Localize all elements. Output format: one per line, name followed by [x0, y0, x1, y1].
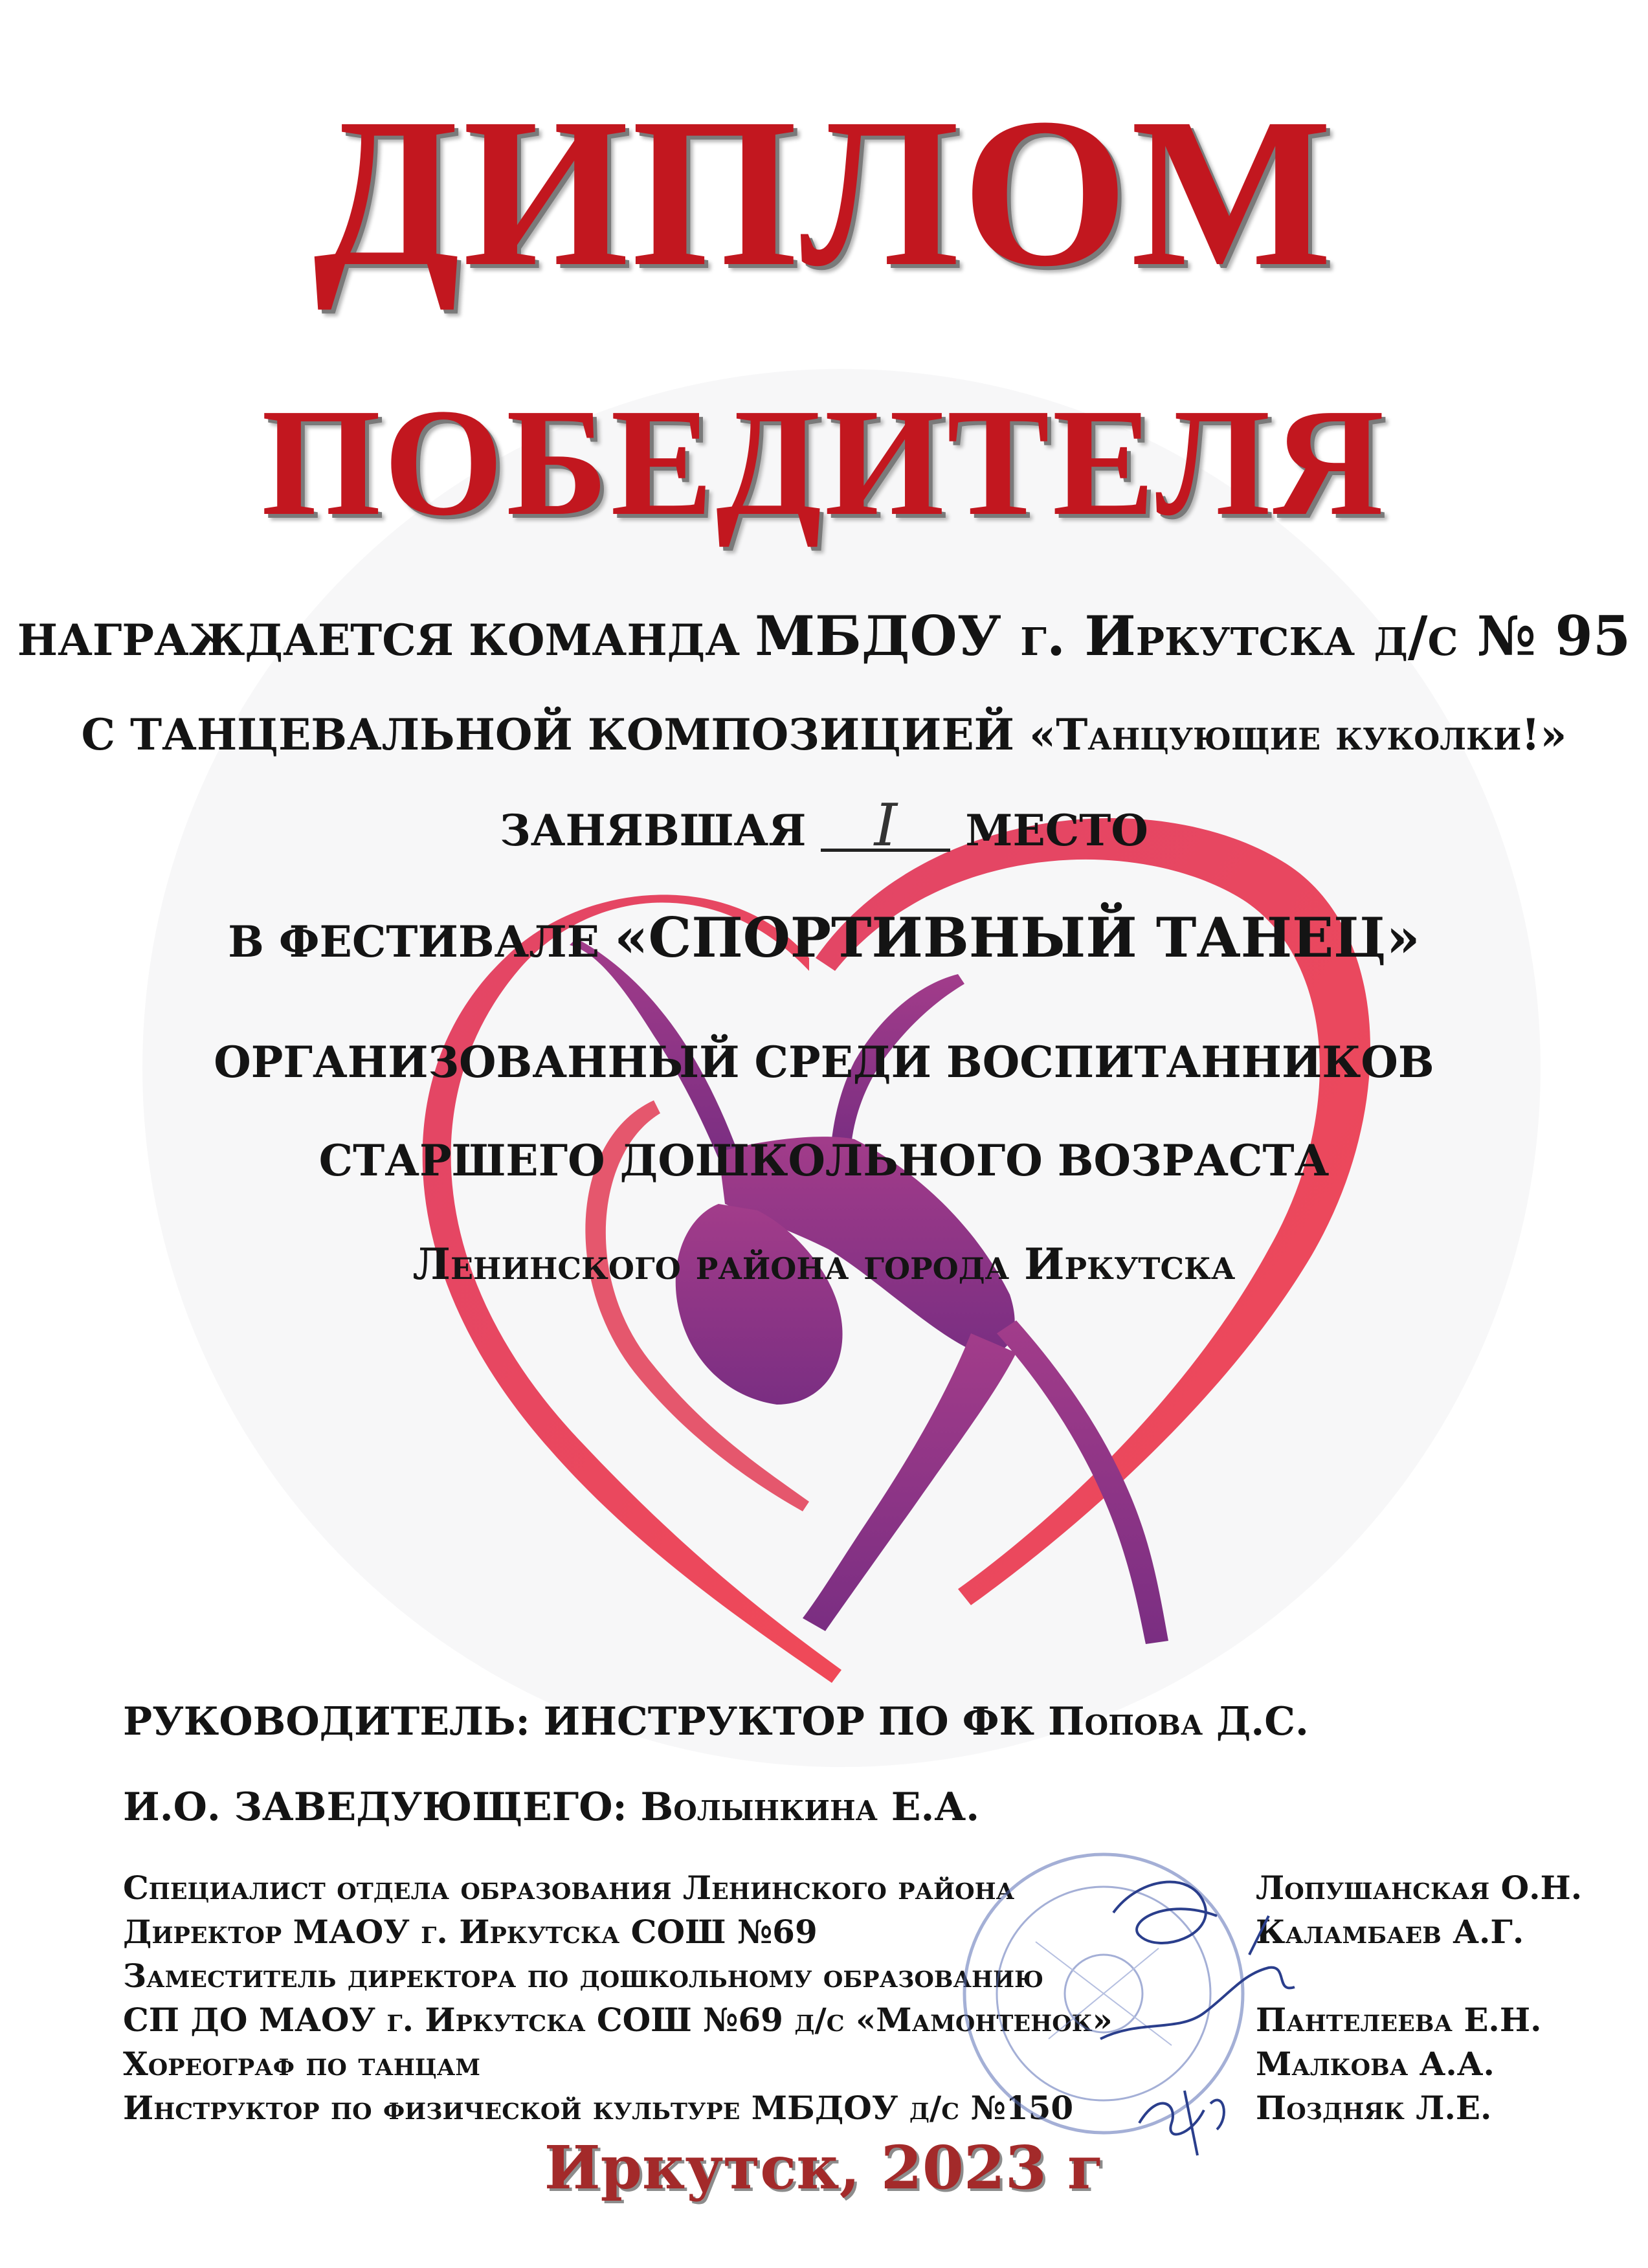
award-prefix: НАГРАЖДАЕТСЯ КОМАНДА	[17, 615, 755, 665]
signatory-name: Пантелеева Е.Н.	[1256, 2001, 1542, 2039]
signatory-role: Специалист отдела образования Ленинского района	[123, 1869, 1015, 1907]
composition-prefix: С ТАНЦЕВАЛЬНОЙ КОМПОЗИЦИЕЙ	[81, 709, 1029, 760]
award-team: МБДОУ г. Иркутска д/с № 95	[755, 604, 1631, 668]
signatory-role: СП ДО МАОУ г. Иркутска СОШ №69 д/с «Мамонтенок»	[123, 2001, 1113, 2039]
acting-head-line: И.О. ЗАВЕДУЮЩЕГО: Волынкина Е.А.	[123, 1784, 980, 1830]
signatory-role: Хореограф по танцам	[123, 2045, 481, 2083]
signature-1	[1113, 1882, 1217, 1943]
organized-line: ОРГАНИЗОВАННЫЙ СРЕДИ ВОСПИТАННИКОВ	[214, 1037, 1434, 1087]
signatory-name: Каламбаев А.Г.	[1256, 1913, 1524, 1951]
signatory-name: Лопушанская О.Н.	[1256, 1869, 1583, 1907]
place-value: I	[821, 803, 950, 852]
signatory-role: Инструктор по физической культуре МБДОУ д/с №150	[123, 2089, 1074, 2127]
diploma-title: ДИПЛОМ	[313, 74, 1335, 311]
signatory-name: Поздняк Л.Е.	[1256, 2089, 1492, 2127]
age-line: СТАРШЕГО ДОШКОЛЬНОГО ВОЗРАСТА	[318, 1135, 1330, 1186]
signatory-role: Заместитель директора по дошкольному образованию	[123, 1957, 1044, 1995]
signature-2	[1100, 1916, 1295, 2039]
festival-name: «СПОРТИВНЫЙ ТАНЕЦ»	[614, 906, 1420, 970]
place-suffix: МЕСТО	[950, 805, 1148, 856]
leader-line: РУКОВОДИТЕЛЬ: ИНСТРУКТОР ПО ФК Попова Д.С.	[123, 1699, 1309, 1744]
signatory-name: Малкова А.А.	[1256, 2045, 1495, 2083]
footer-place-year: Иркутск, 2023 г	[544, 2133, 1104, 2203]
district-line: Ленинского района города Иркутска	[412, 1239, 1236, 1289]
diploma-subtitle: ПОБЕДИТЕЛЯ	[261, 377, 1387, 548]
composition-name: «Танцующие куколки!»	[1029, 709, 1567, 760]
signatory-role: Директор МАОУ г. Иркутска СОШ №69	[123, 1913, 818, 1951]
place-prefix: ЗАНЯВШАЯ	[500, 805, 821, 856]
festival-prefix: В ФЕСТИВАЛЕ	[228, 917, 615, 967]
